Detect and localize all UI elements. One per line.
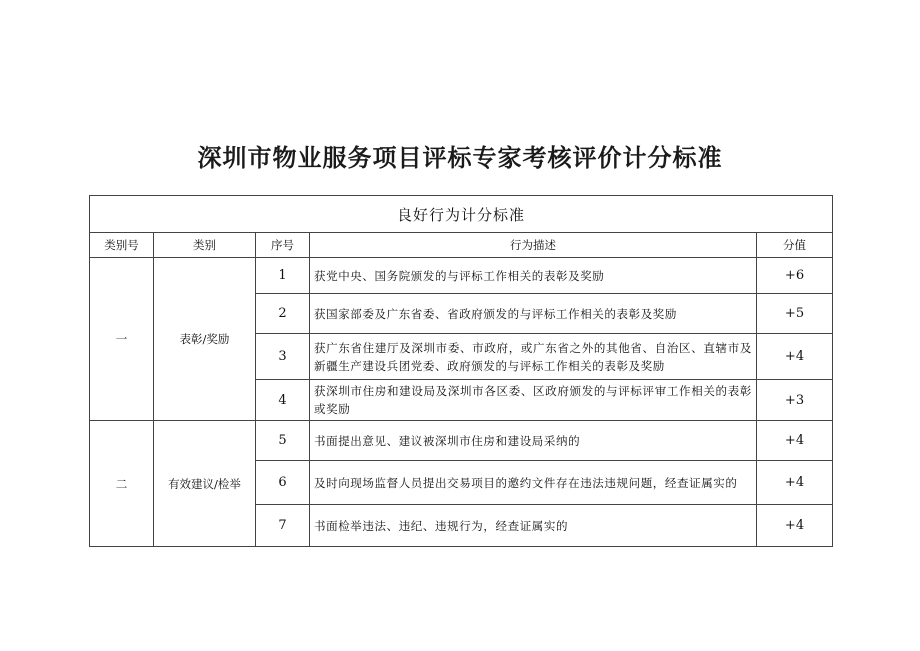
seq-cell: 4 [256,380,310,421]
description-cell: 获国家部委及广东省委、省政府颁发的与评标工作相关的表彰及奖励 [310,294,757,334]
score-cell: +4 [757,461,833,505]
score-cell: +3 [757,380,833,421]
score-cell: +6 [757,258,833,294]
category-no-cell: 二 [90,421,154,547]
seq-cell: 1 [256,258,310,294]
description-cell: 获深圳市住房和建设局及深圳市各区委、区政府颁发的与评标评审工作相关的表彰或奖励 [310,380,757,421]
page-title: 深圳市物业服务项目评标专家考核评价计分标准 [197,144,723,172]
header-description: 行为描述 [310,233,757,258]
category-no-cell: 一 [90,258,154,421]
description-cell: 获广东省住建厅及深圳市委、市政府，或广东省之外的其他省、自治区、直辖市及新疆生产建设兵团党委、政府颁发的与评标工作相关的表彰及奖励 [310,334,757,380]
table-row [90,421,833,461]
table-caption: 良好行为计分标准 [90,196,833,233]
score-cell: +4 [757,505,833,547]
category-cell: 表彰/奖励 [154,258,256,421]
category-cell: 有效建议/检举 [154,421,256,547]
seq-cell: 2 [256,294,310,334]
scoring-table [89,195,833,547]
header-seq: 序号 [256,233,310,258]
table-header-row [90,233,833,258]
header-score: 分值 [757,233,833,258]
seq-cell: 3 [256,334,310,380]
score-cell: +4 [757,334,833,380]
header-category-no: 类别号 [90,233,154,258]
description-cell: 获党中央、国务院颁发的与评标工作相关的表彰及奖励 [310,258,757,294]
seq-cell: 6 [256,461,310,505]
table-row [90,258,833,294]
description-cell: 书面提出意见、建议被深圳市住房和建设局采纳的 [310,421,757,461]
description-cell: 及时向现场监督人员提出交易项目的邀约文件存在违法违规问题，经查证属实的 [310,461,757,505]
seq-cell: 7 [256,505,310,547]
score-cell: +4 [757,421,833,461]
description-cell: 书面检举违法、违纪、违规行为，经查证属实的 [310,505,757,547]
seq-cell: 5 [256,421,310,461]
score-cell: +5 [757,294,833,334]
header-category: 类别 [154,233,256,258]
